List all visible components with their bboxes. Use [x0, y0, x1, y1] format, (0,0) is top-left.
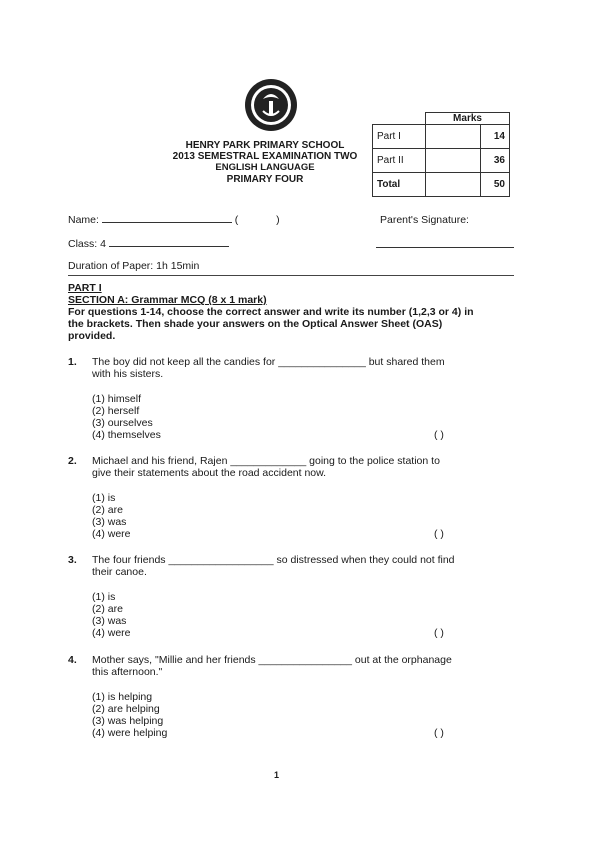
section-title: SECTION A: Grammar MCQ (8 x 1 mark) — [68, 294, 267, 306]
marks-max: 50 — [481, 173, 510, 197]
marks-max: 36 — [481, 149, 510, 173]
question-text-cont: give their statements about the road accident now. — [92, 467, 327, 479]
section-instructions: For questions 1-14, choose the correct answer and write its number (1,2,3 or 4) in the brackets. Then shade your answers on the Optical Answer Sheet (OAS) provided. — [68, 306, 474, 342]
question-number: 4. — [68, 654, 77, 666]
class-blank[interactable] — [109, 246, 229, 247]
question-text: The boy did not keep all the candies for _______________ but shared them — [92, 356, 445, 368]
divider — [68, 275, 514, 276]
question-text: Mother says, "Millie and her friends ________________ out at the orphanage — [92, 654, 452, 666]
marks-table — [372, 112, 510, 197]
option: (2) are — [92, 603, 123, 615]
answer-bracket[interactable]: ( ) — [434, 727, 444, 739]
option: (4) themselves — [92, 429, 161, 441]
question-text-cont: with his sisters. — [92, 368, 164, 380]
class-label: Class: — [68, 238, 98, 250]
option: (3) was — [92, 615, 127, 627]
question-text: Michael and his friend, Rajen _____________ going to the police station to — [92, 455, 440, 467]
question-text-cont: their canoe. — [92, 566, 147, 578]
option: (1) is — [92, 492, 116, 504]
part-heading: PART I — [68, 282, 102, 294]
name-blank[interactable] — [102, 222, 232, 223]
option: (3) was helping — [92, 715, 164, 727]
parent-signature-label: Parent's Signature: — [380, 214, 469, 226]
question-number: 1. — [68, 356, 77, 368]
level-title: PRIMARY FOUR — [226, 174, 304, 185]
options-list — [92, 591, 131, 639]
marks-part-label: Total — [373, 173, 426, 197]
option: (3) ourselves — [92, 417, 153, 429]
option: (4) were — [92, 627, 131, 639]
answer-bracket[interactable]: ( ) — [434, 627, 444, 639]
marks-part-label: Part I — [373, 125, 426, 149]
option: (2) are — [92, 504, 123, 516]
index-paren-close: ) — [276, 214, 280, 226]
option: (1) himself — [92, 393, 142, 405]
marks-header: Marks — [426, 113, 510, 125]
marks-score-cell — [426, 173, 481, 197]
school-crest-logo — [243, 77, 299, 133]
marks-max: 14 — [481, 125, 510, 149]
subject-title: ENGLISH LANGUAGE — [215, 162, 315, 173]
school-name: HENRY PARK PRIMARY SCHOOL — [185, 140, 345, 151]
name-field[interactable] — [68, 214, 280, 226]
option: (2) herself — [92, 405, 140, 417]
answer-bracket[interactable]: ( ) — [434, 429, 444, 441]
duration-text: Duration of Paper: 1h 15min — [68, 260, 200, 272]
option: (4) were helping — [92, 727, 168, 739]
options-list — [92, 393, 161, 441]
parent-signature-line[interactable] — [376, 247, 514, 248]
marks-row — [373, 149, 510, 173]
answer-bracket[interactable]: ( ) — [434, 528, 444, 540]
question-number: 2. — [68, 455, 77, 467]
page-number: 1 — [274, 770, 280, 780]
index-paren-open: ( — [234, 214, 239, 226]
name-label: Name: — [68, 214, 99, 226]
marks-row — [373, 125, 510, 149]
question-text: The four friends __________________ so distressed when they could not find — [92, 554, 455, 566]
option: (1) is — [92, 591, 116, 603]
marks-score-cell — [426, 149, 481, 173]
options-list — [92, 492, 131, 540]
question-number: 3. — [68, 554, 77, 566]
option: (3) was — [92, 516, 127, 528]
marks-row — [373, 173, 510, 197]
class-value: 4 — [100, 238, 106, 250]
option: (1) is helping — [92, 691, 153, 703]
options-list — [92, 691, 167, 739]
exam-title: 2013 SEMESTRAL EXAMINATION TWO — [172, 151, 358, 162]
option: (2) are helping — [92, 703, 160, 715]
marks-part-label: Part II — [373, 149, 426, 173]
question-text-cont: this afternoon." — [92, 666, 163, 678]
marks-score-cell — [426, 125, 481, 149]
option: (4) were — [92, 528, 131, 540]
class-field[interactable] — [68, 238, 229, 250]
